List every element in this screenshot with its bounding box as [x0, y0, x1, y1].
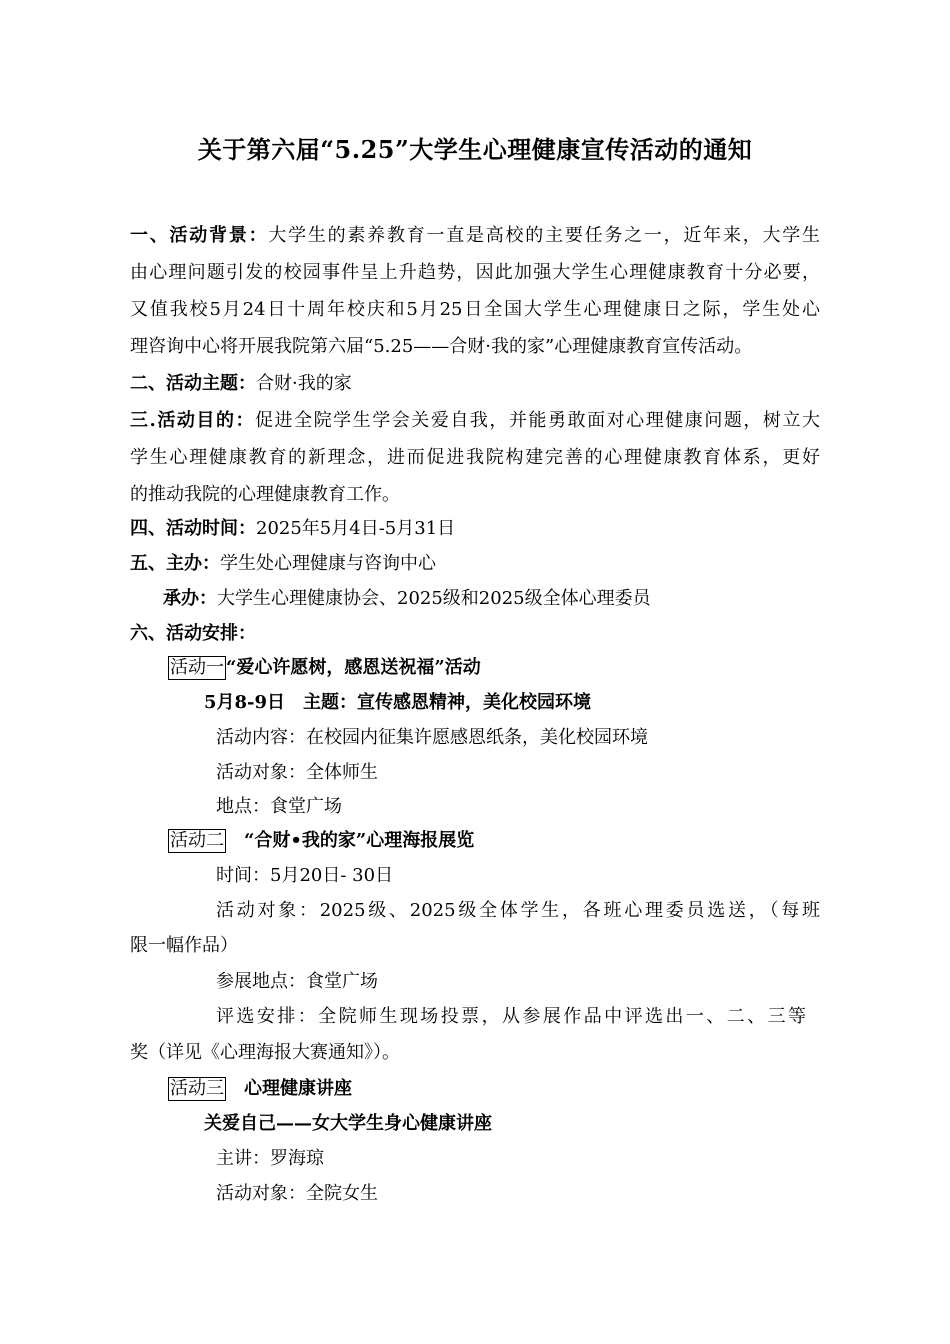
- activity1-name: “爱心许愿树，感恩送祝福”活动: [226, 657, 481, 678]
- activity1-target: 活动对象：全体师生: [216, 762, 378, 783]
- theme-label: 二、活动主题：: [130, 373, 256, 394]
- organizer-value: 大学生心理健康协会、2025级和2025级全体心理委员: [217, 588, 651, 609]
- host-label: 五、主办：: [130, 553, 220, 574]
- background-line-2: 由心理问题引发的校园事件呈上升趋势，因此加强大学生心理健康教育十分必要，: [130, 262, 820, 283]
- activity3-target: 活动对象：全院女生: [216, 1183, 378, 1204]
- background-line-3: 又值我校5月24日十周年校庆和5月25日全国大学生心理健康日之际，学生处心: [130, 299, 820, 320]
- activity1-content: 活动内容：在校园内征集许愿感恩纸条，美化校园环境: [216, 727, 648, 748]
- theme-value: 合财·我的家: [256, 373, 352, 394]
- activity1-tag: 活动一: [170, 657, 224, 678]
- activity2-target-line-1: 活动对象：2025级、2025级全体学生，各班心理委员选送，（每班: [216, 900, 820, 921]
- organizer-label: 承办：: [163, 588, 217, 609]
- purpose-line-2: 学生心理健康教育的新理念，进而促进我院构建完善的心理健康教育体系，更好: [130, 447, 820, 468]
- activity3-subtitle: 关爱自己——女大学生身心健康讲座: [204, 1113, 492, 1134]
- activity1-heading: [168, 650, 858, 685]
- theme-line: [130, 366, 820, 401]
- background-label: 一、活动背景：: [130, 225, 269, 246]
- time-label: 四、活动时间：: [130, 518, 256, 539]
- document-title: 关于第六届“5.25”大学生心理健康宣传活动的通知: [197, 135, 753, 164]
- activity1-place: 地点：食堂广场: [216, 796, 342, 817]
- purpose-label: 三.活动目的：: [130, 410, 256, 431]
- activity2-tag: 活动二: [170, 830, 224, 851]
- purpose-line-1: 三.活动目的：促进全院学生学会关爱自我，并能勇敢面对心理健康问题，树立大: [130, 410, 820, 431]
- activity2-target-line-2: 限一幅作品）: [130, 935, 238, 956]
- time-value: 2025年5月4日-5月31日: [256, 518, 456, 539]
- activity3-speaker: 主讲：罗海琼: [216, 1148, 324, 1169]
- activity2-time: 时间：5月20日- 30日: [216, 865, 394, 886]
- activity1-subtitle: 5月8-9日 主题：宣传感恩精神，美化校园环境: [204, 692, 592, 713]
- organizer-line: [163, 581, 853, 616]
- purpose-line-3: 的推动我院的心理健康教育工作。: [130, 484, 400, 505]
- background-line-1: 一、活动背景：大学生的素养教育一直是高校的主要任务之一，近年来，大学生: [130, 225, 821, 246]
- activity2-judge-line-2: 奖（详见《心理海报大赛通知》）。: [130, 1042, 400, 1063]
- activity2-place: 参展地点：食堂广场: [216, 971, 378, 992]
- activity2-judge-line-1: 评选安排：全院师生现场投票，从参展作品中评选出一、二、三等: [216, 1006, 806, 1027]
- activity2-name: “合财•我的家”心理海报展览: [244, 830, 475, 851]
- arrangement-heading: 六、活动安排：: [130, 623, 256, 644]
- host-value: 学生处心理健康与咨询中心: [220, 553, 436, 574]
- activity3-heading: [168, 1071, 858, 1106]
- activity3-tag: 活动三: [170, 1078, 224, 1099]
- activity2-heading: [168, 823, 858, 858]
- host-line: [130, 546, 820, 581]
- time-line: [130, 511, 820, 546]
- background-line-4: 理咨询中心将开展我院第六届“5.25——合财·我的家”心理健康教育宣传活动。: [130, 336, 753, 357]
- activity3-name: 心理健康讲座: [244, 1078, 352, 1099]
